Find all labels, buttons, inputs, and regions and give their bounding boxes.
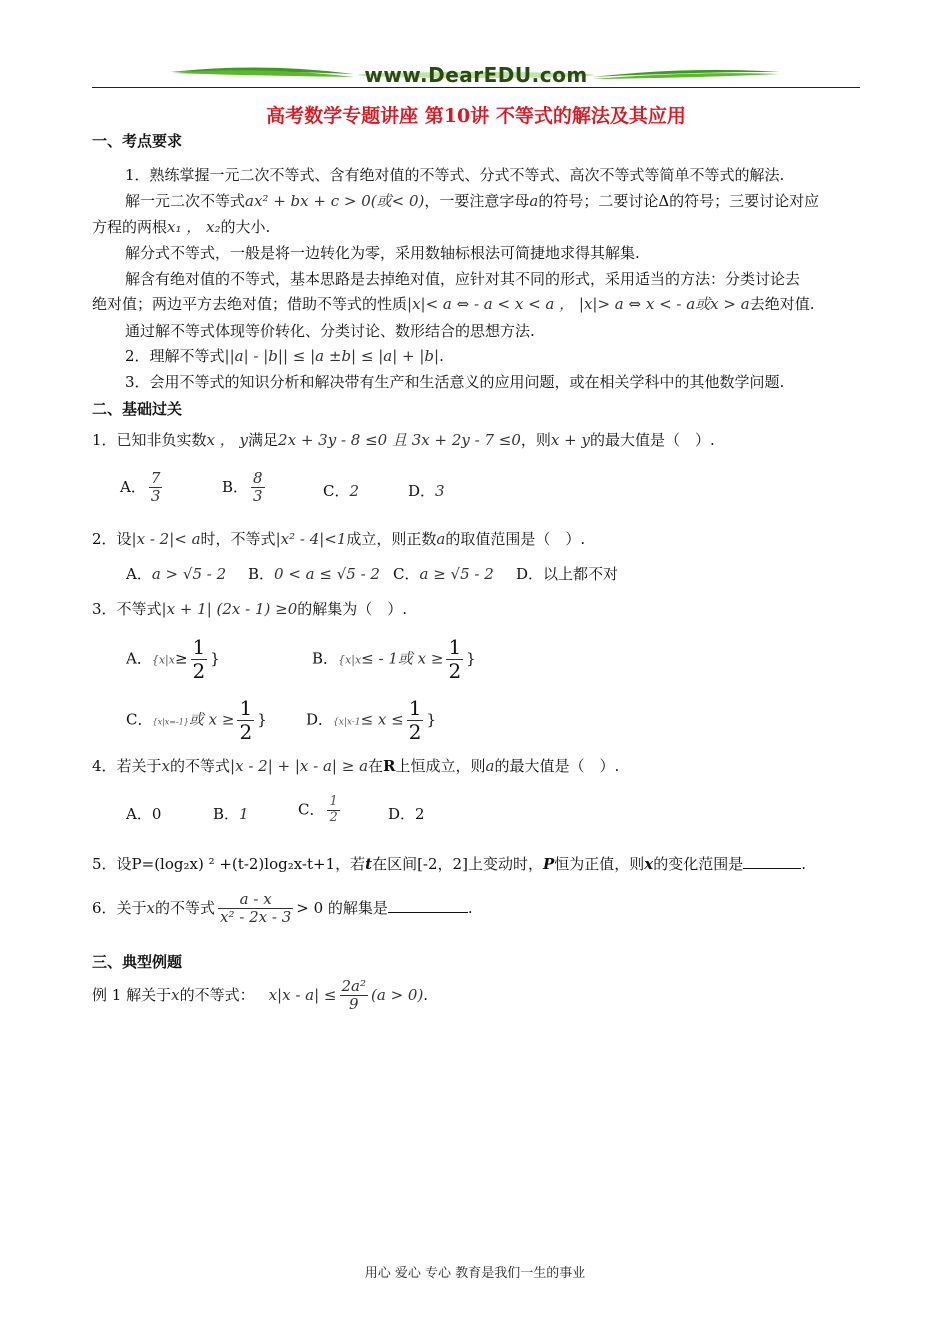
q2-a-label: A． bbox=[126, 565, 152, 583]
question-3 bbox=[92, 598, 872, 619]
question-4 bbox=[92, 755, 872, 776]
q2-text-c: 时，不等式 bbox=[200, 530, 276, 548]
q4-x: x bbox=[161, 757, 171, 775]
q5-t: t bbox=[365, 855, 373, 873]
q4-option-c bbox=[298, 795, 343, 826]
q4-c-fraction bbox=[327, 795, 339, 826]
s1-p2 bbox=[125, 190, 905, 211]
q1-d-label: D． bbox=[408, 482, 436, 500]
q6-text-e: > 0 的解集是 bbox=[296, 898, 388, 917]
s1-p2-text-a: 解一元二次不等式 bbox=[125, 192, 246, 210]
q1-text-c: 满足 bbox=[248, 431, 279, 449]
header-rule bbox=[92, 87, 860, 88]
q5-text-c: ，若 bbox=[335, 855, 366, 873]
q3-c-fraction bbox=[237, 697, 254, 744]
q2-inequality: |x² - 4|<1 bbox=[275, 530, 347, 548]
q3-option-a bbox=[126, 636, 220, 683]
q4-a: a bbox=[485, 757, 495, 775]
roots-x1-x2: x₁ ， x₂ bbox=[167, 218, 221, 236]
q3-b-label: B． bbox=[312, 649, 339, 668]
s1-p1: 1．熟练掌握一元二次不等式、含有绝对值的不等式、分式不等式、高次不等式等简单不等式的解法. bbox=[125, 166, 785, 184]
q1-b-num: 8 bbox=[253, 469, 263, 487]
q3-d-label: D． bbox=[306, 710, 334, 729]
q3-a-rel: ≥ bbox=[174, 649, 188, 668]
q4-text-c: 的不等式 bbox=[170, 757, 231, 775]
q3-a-label: A． bbox=[126, 649, 152, 668]
q3-d-set: {x|x-1 bbox=[333, 717, 361, 728]
q2-text-a: 2．设 bbox=[92, 530, 132, 548]
q2-a-value: a > √5 - 2 bbox=[151, 565, 227, 583]
q4-b-value: 1 bbox=[239, 805, 249, 823]
q1-option-c bbox=[323, 480, 359, 501]
q6-numerator: a - x bbox=[218, 891, 293, 909]
q4-option-b bbox=[213, 803, 249, 824]
q3-inequality: |x + 1| (2x - 1) ≥0 bbox=[161, 600, 298, 618]
question-2 bbox=[92, 528, 872, 549]
q3-a-close: } bbox=[210, 649, 220, 668]
quadratic-inequality: ax² + bx + c > 0(或< 0) bbox=[245, 192, 425, 210]
q1-constraints: 2x + 3y - 8 ≤0 且 3x + 2y - 7 ≤0 bbox=[278, 431, 521, 449]
e1-inequality: x|x - a| ≤ bbox=[268, 985, 337, 1004]
s1-p7: 3．会用不等式的知识分析和解决带有生产和生活意义的应用问题，或在相关学科中的其他数学问题. bbox=[125, 373, 785, 391]
q3-b-den: 2 bbox=[448, 659, 462, 683]
q6-text-a: 6．关于 bbox=[92, 898, 147, 917]
s1-p2-cont bbox=[92, 216, 872, 237]
q1-text-a: 1．已知非负实数 bbox=[92, 431, 207, 449]
q3-d-fraction bbox=[407, 697, 424, 744]
q2-option-c bbox=[393, 563, 494, 584]
q1-sum: x + y bbox=[550, 431, 590, 449]
s1-p4-cont bbox=[92, 293, 872, 314]
q3-b-close: } bbox=[466, 649, 476, 668]
q3-d-close: } bbox=[426, 710, 436, 729]
q1-b-fraction bbox=[251, 470, 265, 506]
q5-text-e: 在区间[-2，2]上变动时， bbox=[372, 855, 543, 873]
e1-x: x bbox=[171, 985, 180, 1004]
section-heading-1: 一、考点要求 bbox=[92, 132, 183, 150]
q1-text-e: ，则 bbox=[520, 431, 551, 449]
q2-option-a bbox=[126, 563, 226, 584]
s1-p2-text-f: 方程的两根 bbox=[92, 218, 168, 236]
triangle-inequality: ||a| - |b|| ≤ |a ±b| ≤ |a| + |b| bbox=[224, 347, 440, 365]
q5-p: P bbox=[542, 855, 555, 873]
q1-option-d bbox=[408, 480, 445, 501]
q6-text-f: . bbox=[467, 898, 473, 917]
s1-p6-text-c: . bbox=[439, 347, 444, 365]
q5-text-a: 5．设 bbox=[92, 855, 132, 873]
section-heading-3: 三、典型例题 bbox=[92, 953, 183, 971]
q3-a-num: 1 bbox=[192, 635, 206, 659]
q5-text-j: . bbox=[801, 855, 806, 873]
s1-p4: 解含有绝对值的不等式，基本思路是去掉绝对值，应针对其不同的形式，采用适当的方法：分类讨论去 bbox=[125, 270, 801, 288]
q3-option-c bbox=[126, 697, 267, 744]
q2-condition: |x - 2|< a bbox=[131, 530, 201, 548]
page-title: 高考数学专题讲座 第10讲 不等式的解法及其应用 bbox=[266, 105, 686, 127]
letter-a: a bbox=[529, 192, 539, 210]
q2-b-label: B． bbox=[248, 565, 275, 583]
e1-denominator: 9 bbox=[348, 995, 359, 1014]
q4-b-label: B． bbox=[213, 805, 240, 823]
q1-a-num: 7 bbox=[150, 469, 161, 487]
e1-text-a: 例 1 解关于 bbox=[92, 985, 172, 1004]
s1-p4-text-d: 去绝对值. bbox=[749, 295, 815, 313]
q2-option-b bbox=[248, 563, 380, 584]
q1-b-label: B． bbox=[222, 477, 249, 496]
q3-option-b bbox=[312, 636, 476, 683]
e1-numerator: 2a² bbox=[341, 977, 366, 995]
q3-d-den: 2 bbox=[408, 720, 422, 744]
q3-b-rel: ≤ - 1或 x ≥ bbox=[361, 649, 444, 668]
e1-fraction bbox=[340, 978, 369, 1014]
q4-c-den: 2 bbox=[329, 809, 338, 825]
s1-p2-text-h: 的大小. bbox=[220, 218, 271, 236]
q3-c-num: 1 bbox=[239, 696, 253, 720]
q1-vars: x ， y bbox=[206, 431, 249, 449]
q6-answer-blank[interactable] bbox=[388, 912, 468, 913]
q6-denominator: x² - 2x - 3 bbox=[220, 908, 292, 927]
q3-d-rel: ≤ x ≤ bbox=[360, 710, 404, 729]
q4-inequality: |x - 2| + |x - a| ≥ a bbox=[230, 757, 369, 775]
q3-b-set: {x|x bbox=[338, 653, 362, 667]
e1-text-c: 的不等式： bbox=[179, 985, 255, 1004]
q3-c-rel: 或 x ≥ bbox=[188, 710, 235, 729]
q5-text-i: 的变化范围是 bbox=[653, 855, 744, 873]
q4-reals: R bbox=[383, 757, 396, 775]
q1-c-label: C． bbox=[323, 482, 350, 500]
question-5 bbox=[92, 853, 872, 874]
q2-b-value: 0 < a ≤ √5 - 2 bbox=[274, 565, 380, 583]
q4-option-d: D．2 bbox=[388, 805, 425, 823]
s1-p6-text-a: 2．理解不等式 bbox=[125, 347, 225, 365]
q4-text-g: 上恒成立，则 bbox=[395, 757, 486, 775]
q1-a-den: 3 bbox=[150, 487, 161, 506]
q4-c-label: C． bbox=[298, 800, 325, 819]
abs-value-property: |x|< a ⇔ - a < x < a ， |x|> a ⇔ x < - a或x > a bbox=[407, 295, 750, 313]
q2-c-value: a ≥ √5 - 2 bbox=[419, 565, 494, 583]
q3-text-c: 的解集为（ ）. bbox=[297, 600, 408, 618]
q2-a: a bbox=[436, 530, 446, 548]
q3-d-num: 1 bbox=[408, 696, 422, 720]
q2-text-g: 的取值范围是（ ）. bbox=[445, 530, 586, 548]
q5-answer-blank[interactable] bbox=[743, 868, 801, 869]
q3-b-num: 1 bbox=[448, 635, 462, 659]
q5-text-g: 恒为正值，则 bbox=[554, 855, 645, 873]
q5-expression: P=(log₂x) ² +(t-2)log₂x-t+1 bbox=[131, 855, 336, 873]
q3-b-fraction bbox=[446, 636, 463, 683]
q6-text-c: 的不等式 bbox=[155, 898, 216, 917]
q3-a-fraction bbox=[191, 636, 208, 683]
q1-option-a bbox=[120, 470, 165, 506]
s1-p2-text-e: 的符号；二要讨论Δ的符号；三要讨论对应 bbox=[538, 192, 820, 210]
q2-text-e: 成立，则正数 bbox=[346, 530, 437, 548]
s1-p3: 解分式不等式，一般是将一边转化为零，采用数轴标根法可简捷地求得其解集. bbox=[125, 244, 640, 262]
q1-a-fraction bbox=[149, 470, 163, 506]
e1-condition: (a > 0) bbox=[371, 985, 424, 1004]
q1-text-g: 的最大值是（ ）. bbox=[589, 431, 715, 449]
q4-text-e: 在 bbox=[368, 757, 384, 775]
q6-x: x bbox=[146, 898, 156, 917]
page-footer: 用心 爱心 专心 教育是我们一生的事业 bbox=[364, 1266, 586, 1281]
s1-p5: 通过解不等式体现等价转化、分类讨论、数形结合的思想方法. bbox=[125, 322, 535, 340]
question-6 bbox=[92, 891, 872, 927]
q1-d-value: 3 bbox=[435, 482, 445, 500]
q1-b-den: 3 bbox=[253, 487, 263, 506]
q4-text-i: 的最大值是（ ）. bbox=[494, 757, 620, 775]
q1-option-b bbox=[222, 470, 268, 506]
s1-p4-text-b: 绝对值；两边平方去绝对值；借助不等式的性质 bbox=[92, 295, 408, 313]
q4-text-a: 4．若关于 bbox=[92, 757, 162, 775]
q5-x: x bbox=[644, 855, 654, 873]
s1-p2-text-c: ，一要注意字母 bbox=[424, 192, 530, 210]
e1-text-f: . bbox=[423, 985, 429, 1004]
q3-option-d bbox=[306, 697, 436, 744]
q2-c-label: C． bbox=[393, 565, 420, 583]
q4-option-a: A．0 bbox=[126, 805, 162, 823]
q1-c-value: 2 bbox=[349, 482, 360, 500]
q3-a-set: {x|x bbox=[151, 653, 175, 667]
q2-option-d: D．以上都不对 bbox=[516, 565, 619, 583]
q3-c-close: } bbox=[257, 710, 267, 729]
example-1 bbox=[92, 978, 872, 1014]
q1-a-label: A． bbox=[120, 477, 146, 496]
section-heading-2: 二、基础过关 bbox=[92, 400, 183, 418]
q3-text-a: 3．不等式 bbox=[92, 600, 162, 618]
q3-a-den: 2 bbox=[192, 659, 206, 683]
q4-c-num: 1 bbox=[329, 794, 338, 809]
q3-c-set: {x|x=-1} bbox=[152, 717, 189, 727]
q3-c-den: 2 bbox=[239, 720, 253, 744]
q6-fraction bbox=[218, 891, 293, 927]
question-1 bbox=[92, 429, 872, 450]
s1-p6 bbox=[125, 345, 905, 366]
q3-c-label: C． bbox=[126, 710, 153, 729]
site-url: www.DearEDU.com bbox=[364, 63, 588, 87]
